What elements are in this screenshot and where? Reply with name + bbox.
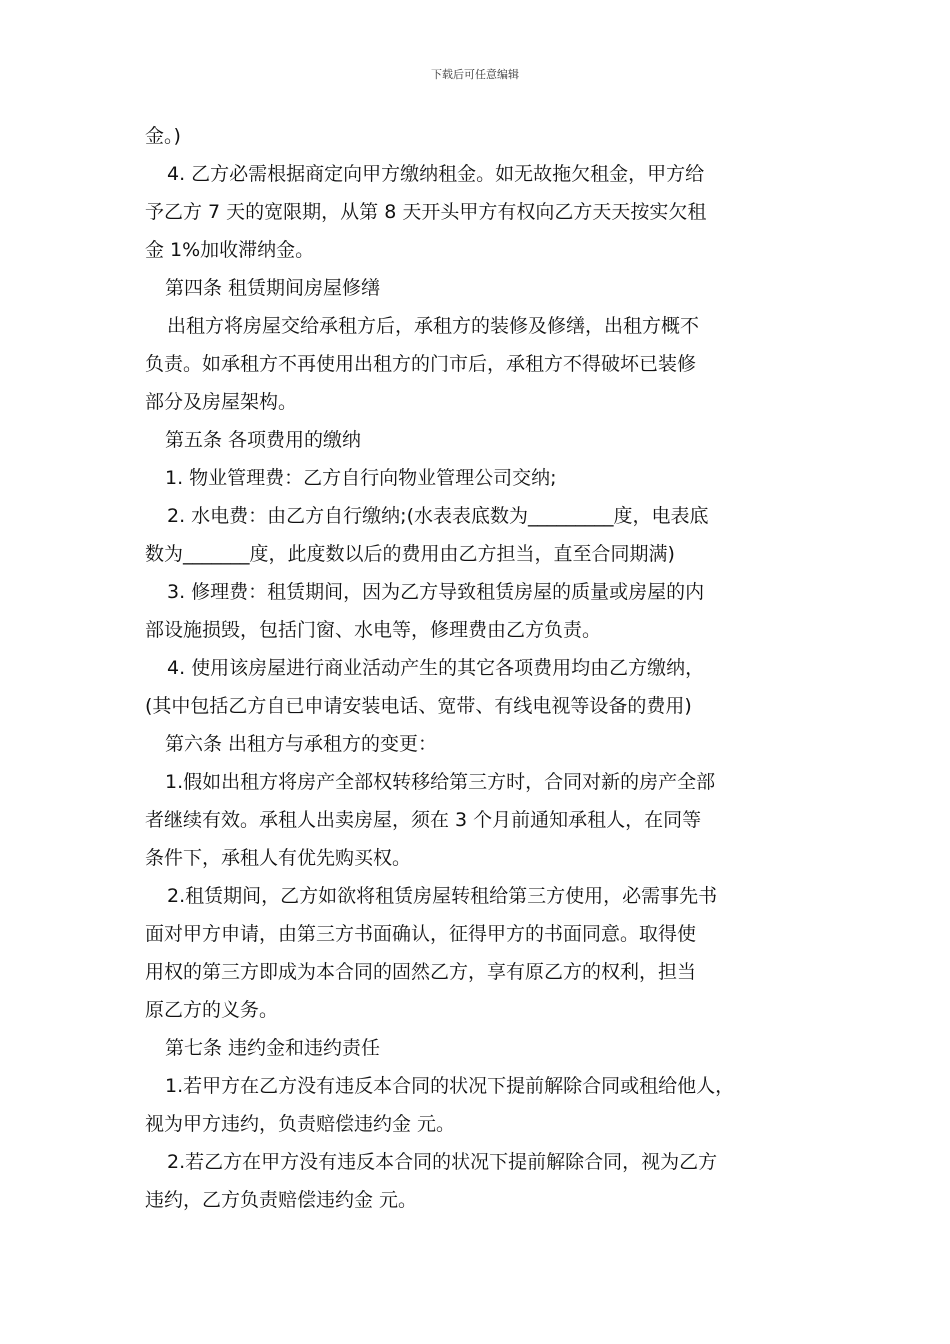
section-heading: 第五条 各项费用的缴纳	[165, 429, 362, 451]
text-line: 出租方将房屋交给承租方后，承租方的装修及修缮，出租方概不	[167, 315, 700, 337]
text-line: 部设施损毁，包括门窗、水电等，修理费由乙方负责。	[145, 619, 602, 641]
contract-body	[145, 117, 810, 1219]
text-line: 金 1%加收滞纳金。	[145, 239, 315, 261]
text-line: 数为_______度，此度数以后的费用由乙方担当，直至合同期满)	[145, 543, 675, 565]
text-line: 条件下，承租人有优先购买权。	[145, 847, 412, 869]
text-line: 1.假如出租方将房产全部权转移给第三方时，合同对新的房产全部	[165, 771, 716, 793]
text-line: 4. 乙方必需根据商定向甲方缴纳租金。如无故拖欠租金，甲方给	[167, 163, 705, 185]
text-line: 1. 物业管理费：乙方自行向物业管理公司交纳;	[165, 467, 557, 489]
text-line: 视为甲方违约，负责赔偿违约金 元。	[145, 1113, 456, 1135]
text-line: 3. 修理费：租赁期间，因为乙方导致租赁房屋的质量或房屋的内	[167, 581, 705, 603]
text-line: 1.若甲方在乙方没有违反本合同的状况下提前解除合同或租给他人，	[165, 1075, 735, 1097]
text-line: 面对甲方申请，由第三方书面确认，征得甲方的书面同意。取得使	[145, 923, 697, 945]
section-heading: 第六条 出租方与承租方的变更：	[165, 733, 438, 755]
text-line: 4. 使用该房屋进行商业活动产生的其它各项费用均由乙方缴纳，	[167, 657, 705, 679]
text-line: 金。)	[145, 125, 181, 147]
section-heading: 第七条 违约金和违约责任	[165, 1037, 381, 1059]
text-line: 用权的第三方即成为本合同的固然乙方，享有原乙方的权利，担当	[145, 961, 697, 983]
text-line: 者继续有效。承租人出卖房屋，须在 3 个月前通知承租人，在同等	[145, 809, 702, 831]
text-line: 2. 水电费：由乙方自行缴纳;(水表表底数为_________度，电表底	[167, 505, 709, 527]
text-line: 负责。如承租方不再使用出租方的门市后，承租方不得破坏已装修	[145, 353, 697, 375]
page-header: 下载后可任意编辑	[431, 68, 519, 81]
text-line: 原乙方的义务。	[145, 999, 279, 1021]
text-line: 予乙方 7 天的宽限期，从第 8 天开头甲方有权向乙方天天按实欠租	[145, 201, 707, 223]
section-heading: 第四条 租赁期间房屋修缮	[165, 277, 381, 299]
text-line: 2.租赁期间，乙方如欲将租赁房屋转租给第三方使用，必需事先书	[167, 885, 718, 907]
text-line: 2.若乙方在甲方没有违反本合同的状况下提前解除合同，视为乙方	[167, 1151, 718, 1173]
text-line: 部分及房屋架构。	[145, 391, 298, 413]
text-line: 违约，乙方负责赔偿违约金 元。	[145, 1189, 418, 1211]
text-line: (其中包括乙方自已申请安装电话、宽带、有线电视等设备的费用)	[145, 695, 692, 717]
